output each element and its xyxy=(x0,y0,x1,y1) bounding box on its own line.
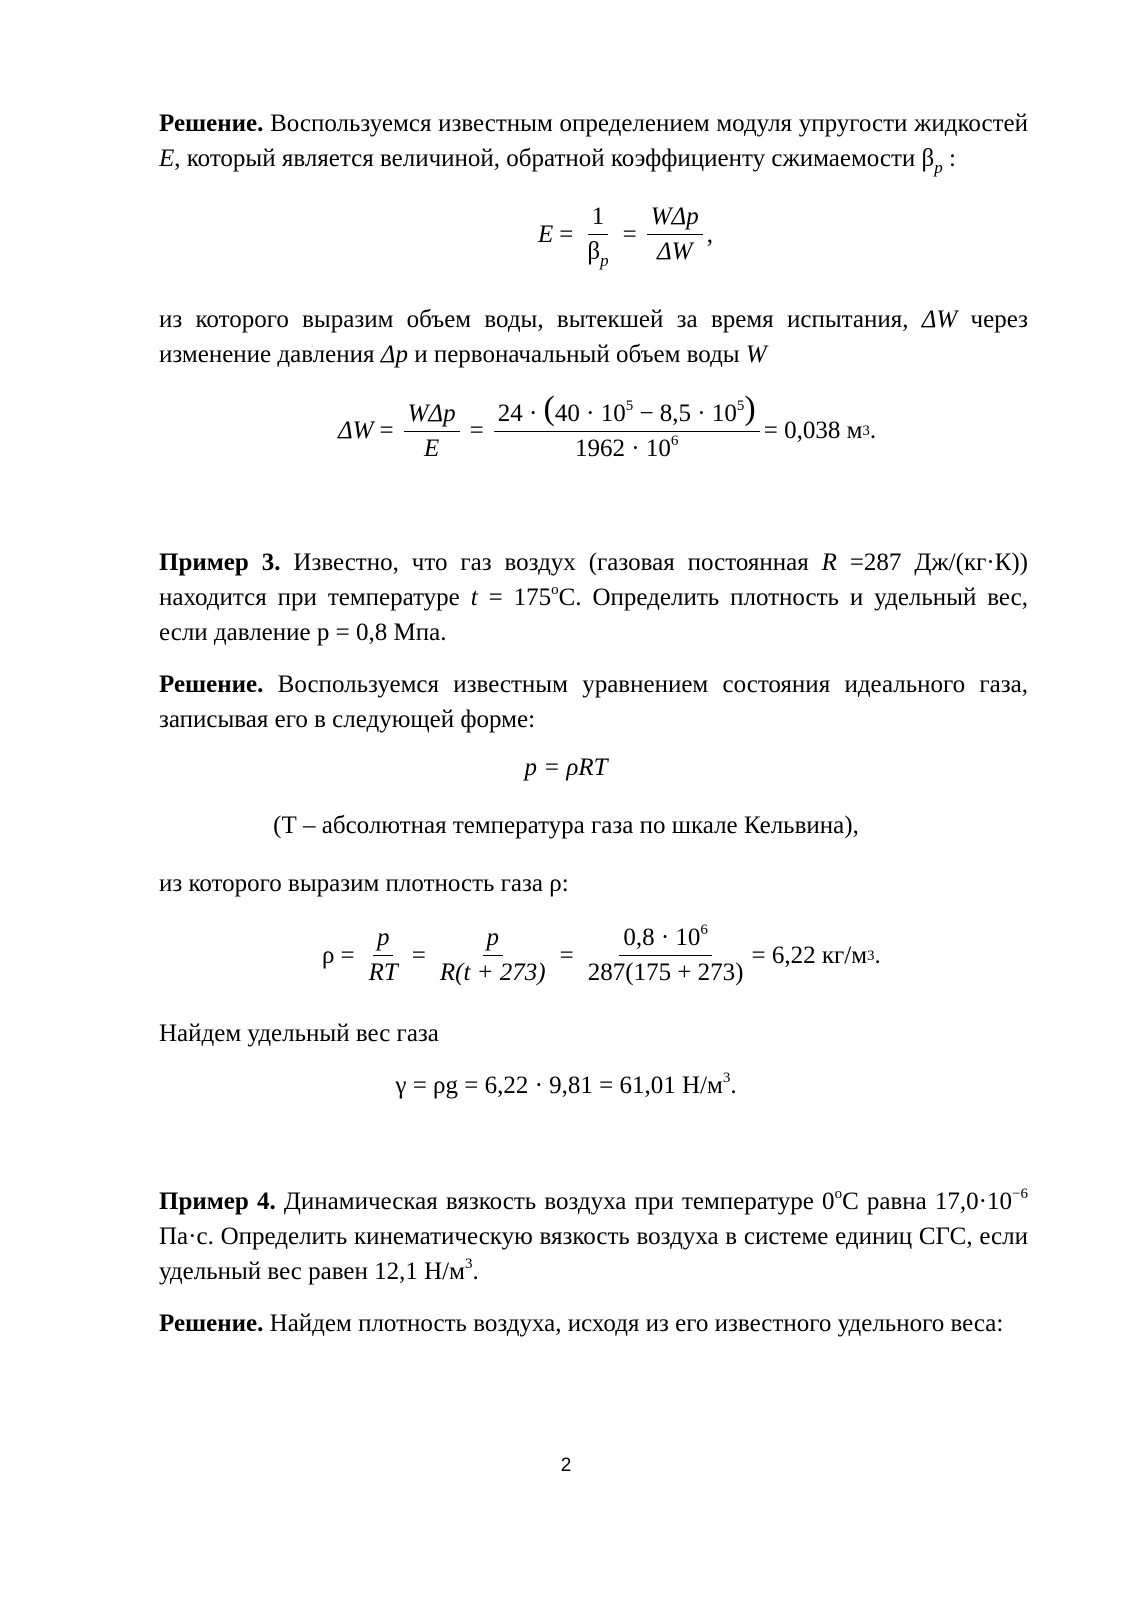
fraction: $\frac{24 \cdot (40 \cdot 10^5 - 8,5 \cdot 10^5)}{1962 \cdot 10^6}$ xyxy=(494,398,760,464)
solution-label: Решение. xyxy=(159,1310,264,1337)
fraction: $\frac{0,8 \cdot 10^6}{287(175 + 273)}$ xyxy=(587,922,744,986)
solution-paragraph-6: Решение. Найдем плотность воздуха, исходя из его известного удельного веса: xyxy=(159,1310,1004,1337)
example-label: Пример 4. xyxy=(159,1188,276,1215)
formula-density: ρ = $\frac{p}{RT}$ = $\frac{p}{R(t + 273)}$ = $\frac{0,8 \cdot 10^6}{287(175 + 273)}$ = 6,22 кг/м 3 . xyxy=(322,922,881,986)
fraction: $\frac{1}{\beta_p}$ xyxy=(587,203,609,270)
formula-ideal-gas: p = ρRT xyxy=(524,754,608,781)
example-4-paragraph: Пример 4. Динамическая вязкость воздуха при температуре $0^оС$ равна $17,0\cdot 10^{-6}$ Па·с. Определить кинематическую вязкость воздуха в системе единиц СГС, если удельный вес равен 12,1 $Н/м^3$. xyxy=(159,1186,1028,1285)
fraction: $\frac{p}{RT}$ xyxy=(368,924,398,986)
fraction: $\frac{\text{WΔp}}{\Delta W}$ xyxy=(647,202,703,267)
paragraph-2: из которого выразим объем воды, вытекшей за время испытания, ΔW через изменение давления Δp и первоначальный объем воды W xyxy=(159,306,1028,368)
fraction: $\frac{\text{WΔp}}{E}$ xyxy=(404,399,460,464)
paragraph-4: из которого выразим плотность газа ρ: xyxy=(159,870,569,897)
solution-label: Решение. xyxy=(159,671,264,698)
formula-volume: ΔW = $\frac{\text{WΔp}}{E}$ = $\frac{24 \cdot (40 \cdot 10^5 - 8,5 \cdot 10^5)}{1962 \cdot 10^6}$ = 0,038 м 3 . xyxy=(338,390,877,462)
solution-paragraph-3: Решение. Воспользуемся известным уравнением состояния идеального газа, записывая его в следующей форме: xyxy=(159,671,1028,733)
solution-label: Решение. xyxy=(159,110,264,137)
solution-paragraph-1: Решение. Воспользуемся известным определением модуля упругости жидкостей E, который является величиной, обратной коэффициенту сжимаемости $\beta_p$ : xyxy=(159,110,1028,177)
fraction: $\frac{p}{R(t + 273)}$ xyxy=(439,924,546,986)
example-label: Пример 3. xyxy=(159,549,281,576)
example-3-paragraph: Пример 3. Известно, что газ воздух (газовая постоянная R =287 Дж/(кг·К)) находится при температуре $t = 175^оС$. Определить плотность и удельный вес, если давление р = 0,8 Мпа. xyxy=(159,549,1029,646)
paragraph-5: Найдем удельный вес газа xyxy=(159,1020,439,1047)
page-number: 2 xyxy=(560,1455,572,1476)
temperature-note: (Т – абсолютная температура газа по шкале Кельвина), xyxy=(273,812,859,839)
formula-modulus: E = $\frac{1}{\beta_p}$ = $\frac{\text{WΔp}}{\Delta W}$ , xyxy=(538,203,713,270)
formula-specific-weight: γ = ρg = 6,22 · 9,81 = 61,01 $Н/м^3$. xyxy=(395,1070,737,1099)
